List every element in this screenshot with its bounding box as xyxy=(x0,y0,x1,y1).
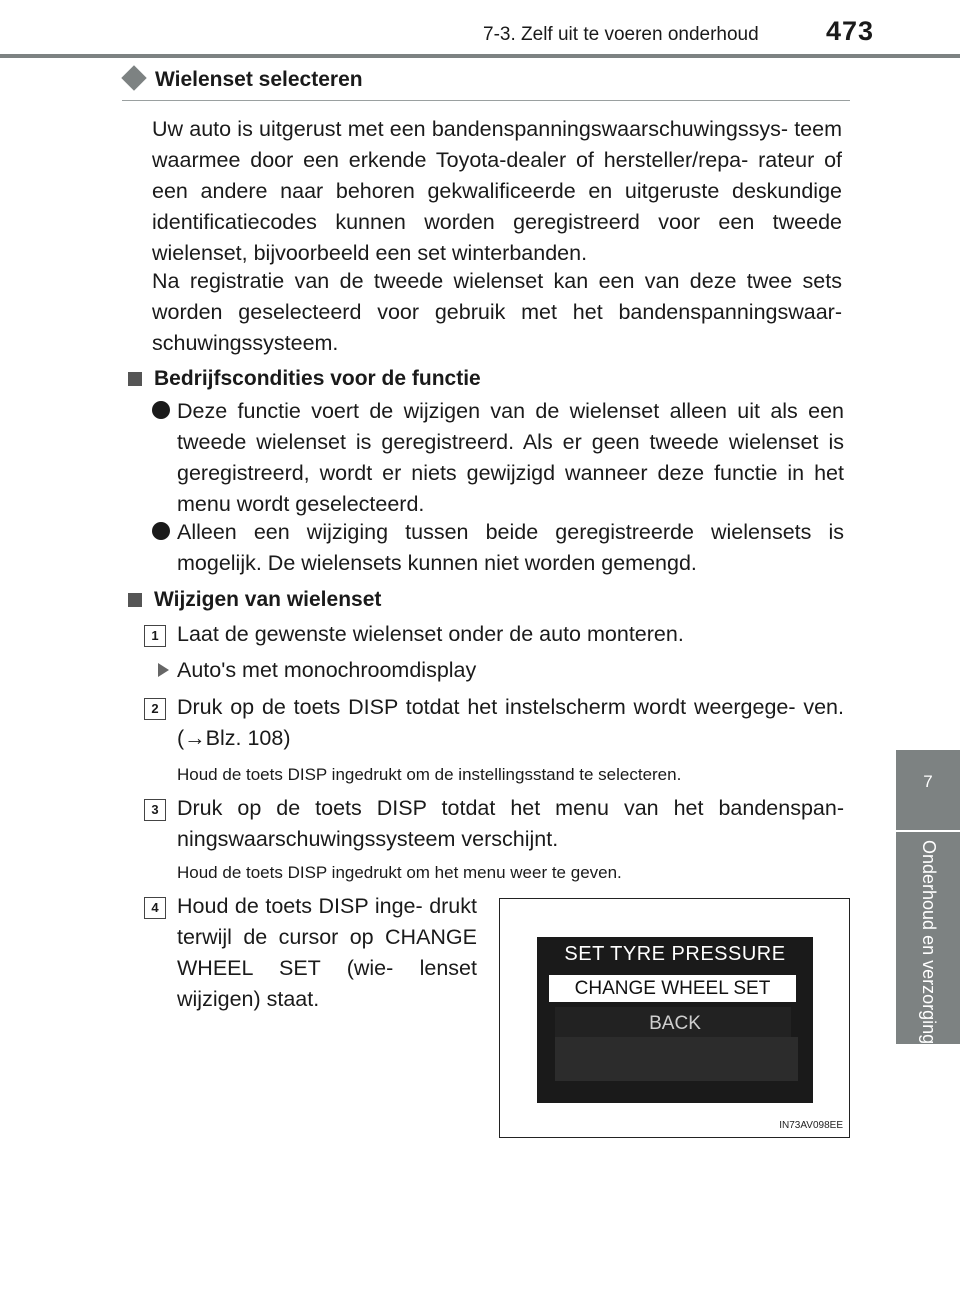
title-rule xyxy=(122,100,850,101)
change-heading xyxy=(128,588,381,612)
square-icon xyxy=(128,372,142,386)
condition-bullet-1 xyxy=(152,396,844,520)
conditions-heading-text: Bedrijfscondities voor de functie xyxy=(154,367,481,390)
menu-title: SET TYRE PRESSURE xyxy=(564,943,786,965)
figure-code: IN73AV098EE xyxy=(779,1120,843,1131)
chapter-title: Onderhoud en verzorging xyxy=(919,840,939,1045)
step-note-2: Houd de toets DISP ingedrukt om de instellingsstand te selecteren. xyxy=(177,765,682,784)
section-title xyxy=(122,68,363,92)
header-rule xyxy=(0,54,960,58)
bullet-dot-icon xyxy=(152,522,170,540)
condition-bullet-2 xyxy=(152,517,844,579)
step-number-1: 1 xyxy=(144,625,166,647)
menu-item-selected: CHANGE WHEEL SET xyxy=(549,975,796,1002)
step-number-4: 4 xyxy=(144,897,166,919)
conditions-heading xyxy=(128,367,481,391)
condition-bullet-text: Alleen een wijziging tussen beide geregistreerde wielensets is mogelijk. De wielensets kunnen niet worden gemengd. xyxy=(177,520,844,575)
bullet-dot-icon xyxy=(152,401,170,419)
chapter-tab xyxy=(896,750,960,830)
chapter-number: 7 xyxy=(923,772,933,791)
step-number-2: 2 xyxy=(144,698,166,720)
step-number-3: 3 xyxy=(144,799,166,821)
diamond-icon xyxy=(121,65,146,90)
page-header xyxy=(0,0,960,56)
step-text-1: Laat de gewenste wielenset onder de auto monteren. xyxy=(177,622,684,646)
triangle-right-icon xyxy=(158,663,169,677)
square-icon xyxy=(128,593,142,607)
section-label: 7-3. Zelf uit te voeren onderhoud xyxy=(483,24,759,45)
monochrome-display xyxy=(537,937,813,1103)
chapter-bar xyxy=(896,832,960,1044)
variant-subheading: Auto's met monochroomdisplay xyxy=(177,658,477,682)
change-heading-text: Wijzigen van wielenset xyxy=(154,588,382,611)
menu-empty-row xyxy=(555,1037,798,1081)
intro-paragraph-1: Uw auto is uitgerust met een bandenspanningswaarschuwingssys- teem waarmee door een erkende Toyota-dealer of hersteller/repa- rateur of een andere naar behoren gekwalificeerde en uitgeruste deskundige identificatiecodes kunnen worden geregistreerd voor een tweede wielenset, bijvoorbeeld een set winterbanden. xyxy=(152,117,842,265)
page-number: 473 xyxy=(826,16,875,46)
step-note-3: Houd de toets DISP ingedrukt om het menu weer te geven. xyxy=(177,863,622,882)
intro-paragraph-2: Na registratie van de tweede wielenset kan een van deze twee sets worden geselecteerd voor gebruik met het bandenspanningswaar- schuwingssysteem. xyxy=(152,269,842,355)
step-text-3: Druk op de toets DISP totdat het menu van het bandenspan- ningswaarschuwingssysteem verschijnt. xyxy=(177,796,844,851)
display-figure xyxy=(499,898,850,1138)
section-title-text: Wielenset selecteren xyxy=(155,68,363,91)
step-text-2: Druk op de toets DISP totdat het instelscherm wordt weergege- ven. (→Blz. 108) xyxy=(177,695,844,750)
menu-item-back: BACK xyxy=(649,1013,701,1034)
condition-bullet-text: Deze functie voert de wijzigen van de wielenset alleen uit als een tweede wielenset is geregistreerd. Als er geen tweede wielenset is geregistreerd, wordt er niets gewijzigd wanneer deze functie in het menu wordt geselecteerd. xyxy=(177,399,844,516)
step-text-4: Houd de toets DISP inge- drukt terwijl de cursor op CHANGE WHEEL SET (wie- lenset wijzigen) staat. xyxy=(177,894,477,1011)
